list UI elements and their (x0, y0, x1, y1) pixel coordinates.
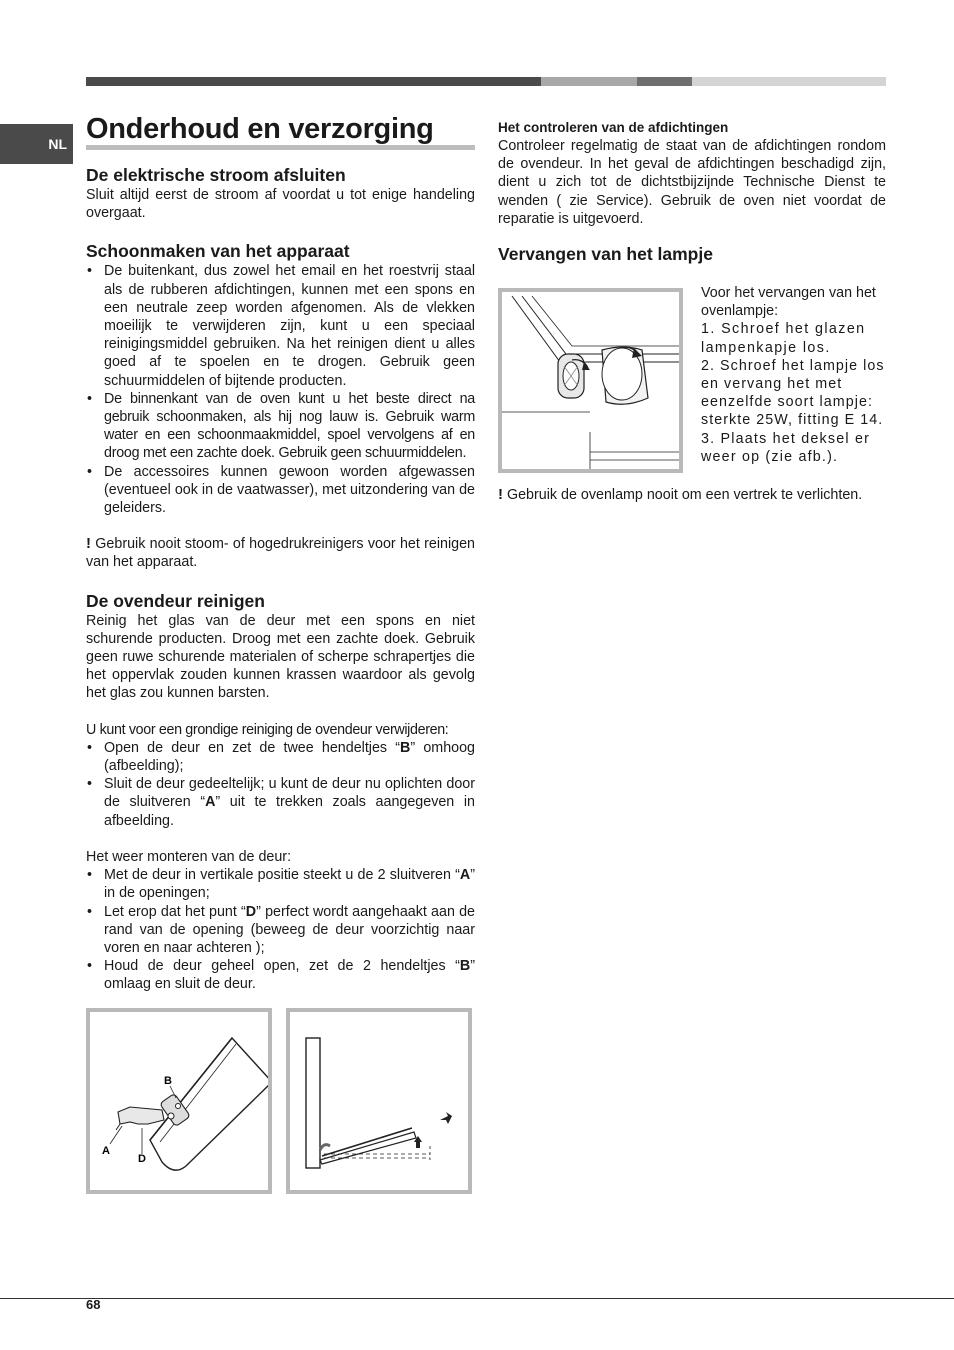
label-b: B (164, 1075, 172, 1087)
language-tab: NL (0, 124, 73, 164)
lamp-line: Voor het vervangen van het ovenlampje: (701, 285, 876, 320)
door-removal-list (86, 739, 475, 830)
cleaning-list (86, 262, 475, 517)
list-item: • Met de deur in vertikale positie steekt u de 2 sluitveren “A” in de openingen; (86, 866, 475, 902)
section-heading-lamp: Vervangen van het lampje (498, 244, 713, 265)
door-mount-list (86, 866, 475, 993)
left-column (86, 164, 475, 994)
lamp-warning (498, 486, 898, 504)
list-item: • De buitenkant, dus zowel het email en het roestvrij staal als de rubberen afdichtingen, kunnen met een spons en een neutrale zeep worden afgenomen. Als de vlekken moeilijk te verwijderen zijn, kunt u een speciaal reinigingsmiddel gebruiken. Na het reinigen dient u alles goed af te spoelen en te drogen. Gebruik geen schuurmiddelen of bijtende producten. (86, 262, 475, 389)
lamp-instructions (701, 284, 886, 466)
list-item: • Sluit de deur gedeeltelijk; u kunt de deur nu oplichten door de sluitveren “A” uit te trekken zoals aangegeven in afbeelding. (86, 775, 475, 830)
door-hinge-figure (86, 1008, 272, 1194)
warning-note-cleaning (86, 535, 475, 571)
list-item: • De binnenkant van de oven kunt u het beste direct na gebruik schoonmaken, als hij nog lauw is. Gebruik warm water en een schoonmaakmiddel, spoel vervolgens af en droog met een zachte doek. Gebruik geen schuurmiddelen. (86, 390, 475, 463)
warning-icon: ! (86, 535, 91, 553)
list-item: • De accessoires kunnen gewoon worden afgewassen (eventueel ook in de vaatwasser), met uitzondering van de geleiders. (86, 463, 475, 518)
footer-rule (0, 1298, 954, 1299)
door-hinge-illustration (90, 1012, 268, 1190)
header-bar-mid (541, 77, 637, 86)
section-text-seals: Controleer regelmatig de staat van de afdichtingen rondom de ovendeur. In het geval de afdichtingen beschadigd zijn, dient u zich tot de dichtstbijzijnde Technische Dienst te wenden ( zie Service). Gebruik de oven niet voordat de reparatie is uitgevoerd. (498, 138, 886, 227)
warning-icon: ! (498, 486, 503, 503)
lamp-illustration (502, 292, 679, 469)
section-heading-door: De ovendeur reinigen (86, 590, 265, 611)
header-bar-light (692, 77, 886, 86)
warning-text: Gebruik de ovenlamp nooit om een vertrek te verlichten. (506, 487, 863, 503)
page-title: Onderhoud en verzorging (86, 113, 434, 145)
title-underline (86, 145, 475, 150)
section-text-door: Reinig het glas van de deur met een spons en niet schurende producten. Droog met een zachte doek. Gebruik geen ruwe schurende materialen of scherpe schrapertjes die het oppervlak zouden kunnen krassen waardoor als gevolg het glas zou kunnen barsten. (86, 612, 475, 702)
section-heading-seals: Het controleren van de afdichtingen (498, 120, 729, 135)
label-d: D (138, 1153, 146, 1165)
door-removal-illustration (290, 1012, 468, 1190)
lamp-line: 3. Plaats het deksel er weer op (zie afb.). (701, 430, 871, 465)
section-text-power: Sluit altijd eerst de stroom af voordat u tot enige handeling overgaat. (86, 187, 475, 222)
header-bar-dark (86, 77, 541, 86)
lamp-line: 2. Schroef het lampje los en vervang het met eenzelfde soort lampje: sterkte 25W, fitting E 14. (701, 357, 885, 429)
section-heading-cleaning: Schoonmaken van het apparaat (86, 241, 350, 262)
lamp-line: 1. Schroef het glazen lampenkapje los. (701, 321, 866, 356)
section-heading-power: De elektrische stroom afsluiten (86, 165, 346, 185)
header-bar-mid-dark (637, 77, 692, 86)
list-item: • Let erop dat het punt “D” perfect wordt aangehaakt aan de rand van de opening (beweeg de deur voorzichtig naar voren en naar achteren ); (86, 903, 475, 958)
page-number: 68 (86, 1297, 101, 1312)
label-a: A (102, 1145, 110, 1157)
door-removal-figure (286, 1008, 472, 1194)
right-column (498, 119, 886, 265)
list-item: • Open de deur en zet de twee hendeltjes “B” omhoog (afbeelding); (86, 739, 475, 775)
door-mount-intro: Het weer monteren van de deur: (86, 848, 292, 865)
warning-text: Gebruik nooit stoom- of hogedrukreinigers voor het reinigen van het apparaat. (86, 536, 475, 571)
list-item: • Houd de deur geheel open, zet de 2 hendeltjes “B” omlaag en sluit de deur. (86, 957, 475, 993)
lamp-figure (498, 288, 683, 473)
door-removal-intro: U kunt voor een grondige reiniging de ovendeur verwijderen: (86, 721, 449, 738)
